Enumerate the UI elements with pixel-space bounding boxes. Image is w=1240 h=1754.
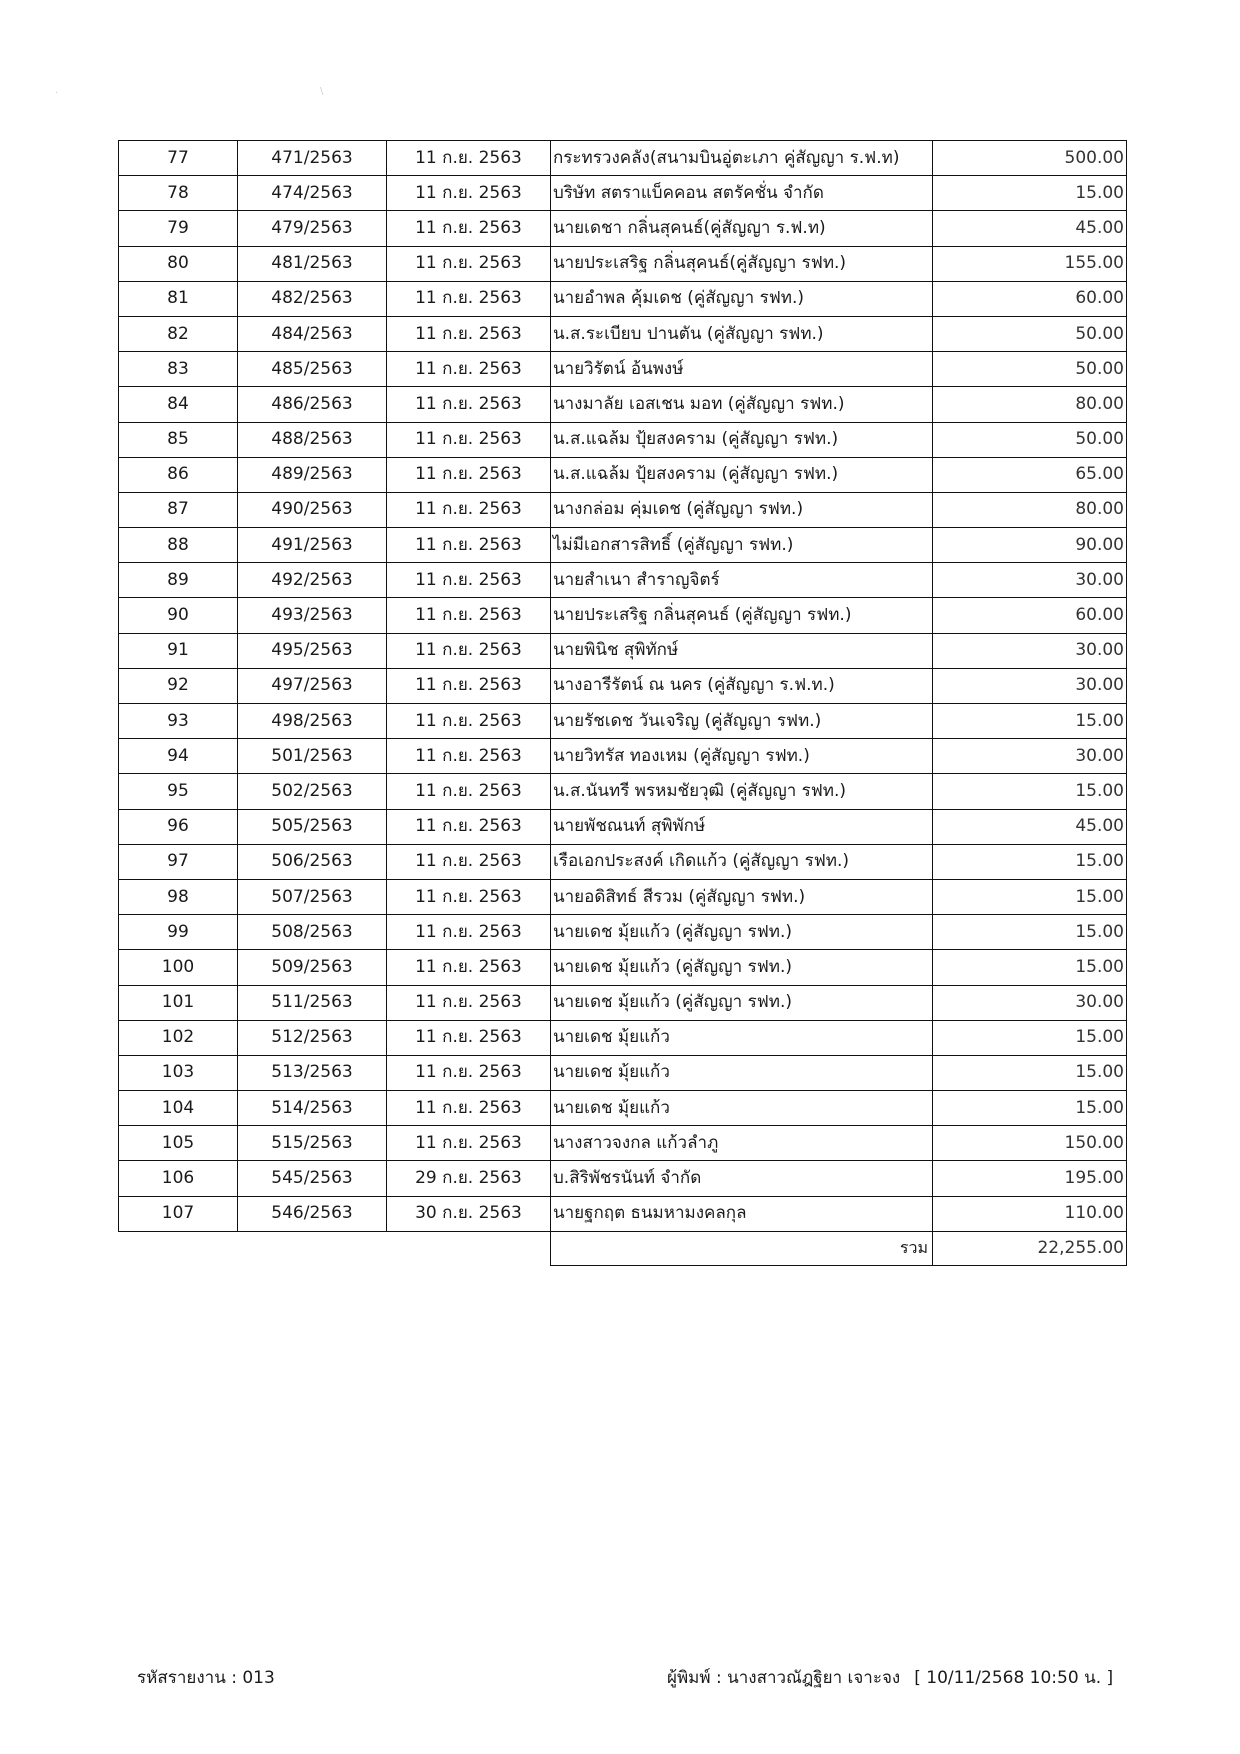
- payer-name-cell: น.ส.นันทรี พรหมชัยวุฒิ (คู่สัญญา รฟท.): [551, 774, 933, 809]
- table-row: [119, 1196, 1127, 1231]
- amount-cell: 30.00: [933, 563, 1127, 598]
- row-number-cell: 90: [119, 598, 238, 633]
- amount-cell: 15.00: [933, 950, 1127, 985]
- payer-name-cell: น.ส.ระเบียบ ปานตัน (คู่สัญญา รฟท.): [551, 316, 933, 351]
- table-row: [119, 809, 1127, 844]
- date-cell: 11 ก.ย. 2563: [387, 739, 551, 774]
- document-number-cell: 482/2563: [238, 281, 387, 316]
- document-number-cell: 489/2563: [238, 457, 387, 492]
- date-cell: 11 ก.ย. 2563: [387, 141, 551, 176]
- document-number-cell: 491/2563: [238, 528, 387, 563]
- row-number-cell: 89: [119, 563, 238, 598]
- document-number-cell: 486/2563: [238, 387, 387, 422]
- payer-name-cell: นายวิทรัส ทองเหม (คู่สัญญา รฟท.): [551, 739, 933, 774]
- table-row: [119, 211, 1127, 246]
- table-row: [119, 985, 1127, 1020]
- amount-cell: 65.00: [933, 457, 1127, 492]
- payer-name-cell: นายเดช มุ้ยแก้ว (คู่สัญญา รฟท.): [551, 950, 933, 985]
- payer-name-cell: นายเดช มุ้ยแก้ว: [551, 1055, 933, 1090]
- payer-name-cell: ไม่มีเอกสารสิทธิ์ (คู่สัญญา รฟท.): [551, 528, 933, 563]
- document-number-cell: 497/2563: [238, 668, 387, 703]
- date-cell: 11 ก.ย. 2563: [387, 668, 551, 703]
- row-number-cell: 105: [119, 1126, 238, 1161]
- date-cell: 11 ก.ย. 2563: [387, 387, 551, 422]
- row-number-cell: 85: [119, 422, 238, 457]
- payer-name-cell: บ.สิริพัชรนันท์ จำกัด: [551, 1161, 933, 1196]
- total-row-spacer: [119, 1231, 551, 1265]
- payer-name-cell: นายเดช มุ้ยแก้ว: [551, 1020, 933, 1055]
- row-number-cell: 78: [119, 176, 238, 211]
- row-number-cell: 88: [119, 528, 238, 563]
- row-number-cell: 98: [119, 879, 238, 914]
- printer-info: [667, 1664, 1113, 1691]
- document-number-cell: 508/2563: [238, 915, 387, 950]
- document-number-cell: 512/2563: [238, 1020, 387, 1055]
- date-cell: 11 ก.ย. 2563: [387, 704, 551, 739]
- date-cell: 11 ก.ย. 2563: [387, 211, 551, 246]
- payer-name-cell: นายเดช มุ้ยแก้ว: [551, 1091, 933, 1126]
- payer-name-cell: น.ส.แฉล้ม ปุ้ยสงคราม (คู่สัญญา รฟท.): [551, 457, 933, 492]
- table-row: [119, 141, 1127, 176]
- row-number-cell: 103: [119, 1055, 238, 1090]
- date-cell: 11 ก.ย. 2563: [387, 985, 551, 1020]
- amount-cell: 45.00: [933, 809, 1127, 844]
- payer-name-cell: น.ส.แฉล้ม ปุ้ยสงคราม (คู่สัญญา รฟท.): [551, 422, 933, 457]
- payer-name-cell: นายรัชเดช วันเจริญ (คู่สัญญา รฟท.): [551, 704, 933, 739]
- payer-name-cell: กระทรวงคลัง(สนามบินอู่ตะเภา คู่สัญญา ร.ฟ.ท): [551, 141, 933, 176]
- table-row: [119, 528, 1127, 563]
- table-row: [119, 457, 1127, 492]
- table-row: [119, 281, 1127, 316]
- amount-cell: 50.00: [933, 422, 1127, 457]
- table-row: [119, 915, 1127, 950]
- payer-name-cell: นายประเสริฐ กลิ่นสุคนธ์(คู่สัญญา รฟท.): [551, 246, 933, 281]
- date-cell: 11 ก.ย. 2563: [387, 633, 551, 668]
- amount-cell: 15.00: [933, 1091, 1127, 1126]
- amount-cell: 60.00: [933, 598, 1127, 633]
- amount-cell: 15.00: [933, 704, 1127, 739]
- date-cell: 11 ก.ย. 2563: [387, 598, 551, 633]
- row-number-cell: 101: [119, 985, 238, 1020]
- payer-name-cell: นางสาวจงกล แก้วลำภู: [551, 1126, 933, 1161]
- payer-name-cell: บริษัท สตราแบ็คคอน สตรัคชั่น จำกัด: [551, 176, 933, 211]
- table-row: [119, 668, 1127, 703]
- date-cell: 11 ก.ย. 2563: [387, 774, 551, 809]
- payer-name-cell: เรือเอกประสงค์ เกิดแก้ว (คู่สัญญา รฟท.): [551, 844, 933, 879]
- date-cell: 30 ก.ย. 2563: [387, 1196, 551, 1231]
- payer-name-cell: นางกล่อม คุ่มเดช (คู่สัญญา รฟท.): [551, 492, 933, 527]
- amount-cell: 15.00: [933, 1020, 1127, 1055]
- table-row: [119, 387, 1127, 422]
- document-number-cell: 546/2563: [238, 1196, 387, 1231]
- amount-cell: 90.00: [933, 528, 1127, 563]
- document-number-cell: 514/2563: [238, 1091, 387, 1126]
- amount-cell: 30.00: [933, 633, 1127, 668]
- row-number-cell: 102: [119, 1020, 238, 1055]
- scan-artifact: ·: [55, 88, 59, 99]
- document-number-cell: 492/2563: [238, 563, 387, 598]
- date-cell: 11 ก.ย. 2563: [387, 281, 551, 316]
- document-number-cell: 484/2563: [238, 316, 387, 351]
- date-cell: 11 ก.ย. 2563: [387, 1126, 551, 1161]
- row-number-cell: 80: [119, 246, 238, 281]
- row-number-cell: 104: [119, 1091, 238, 1126]
- document-number-cell: 485/2563: [238, 352, 387, 387]
- total-row: [119, 1231, 1127, 1265]
- scan-artifact: \: [320, 86, 324, 97]
- ledger-body: [119, 141, 1127, 1266]
- payer-name-cell: นายเดช มุ้ยแก้ว (คู่สัญญา รฟท.): [551, 985, 933, 1020]
- total-amount: 22,255.00: [933, 1231, 1127, 1265]
- payer-name-cell: นายประเสริฐ กลิ่นสุคนธ์ (คู่สัญญา รฟท.): [551, 598, 933, 633]
- amount-cell: 60.00: [933, 281, 1127, 316]
- table-row: [119, 774, 1127, 809]
- payer-name-cell: นางมาลัย เอสเชน มอท (คู่สัญญา รฟท.): [551, 387, 933, 422]
- payer-name-cell: นายอดิสิทธ์ สีรวม (คู่สัญญา รฟท.): [551, 879, 933, 914]
- row-number-cell: 99: [119, 915, 238, 950]
- row-number-cell: 77: [119, 141, 238, 176]
- table-row: [119, 316, 1127, 351]
- document-number-cell: 493/2563: [238, 598, 387, 633]
- report-code: รหัสรายงาน : 013: [137, 1668, 275, 1688]
- row-number-cell: 83: [119, 352, 238, 387]
- date-cell: 11 ก.ย. 2563: [387, 1091, 551, 1126]
- row-number-cell: 94: [119, 739, 238, 774]
- document-number-cell: 498/2563: [238, 704, 387, 739]
- document-number-cell: 505/2563: [238, 809, 387, 844]
- document-number-cell: 507/2563: [238, 879, 387, 914]
- row-number-cell: 79: [119, 211, 238, 246]
- document-number-cell: 488/2563: [238, 422, 387, 457]
- table-row: [119, 704, 1127, 739]
- total-label: รวม: [551, 1231, 933, 1265]
- amount-cell: 15.00: [933, 844, 1127, 879]
- date-cell: 11 ก.ย. 2563: [387, 316, 551, 351]
- table-row: [119, 1055, 1127, 1090]
- date-cell: 11 ก.ย. 2563: [387, 176, 551, 211]
- amount-cell: 30.00: [933, 985, 1127, 1020]
- row-number-cell: 93: [119, 704, 238, 739]
- table-row: [119, 176, 1127, 211]
- row-number-cell: 86: [119, 457, 238, 492]
- table-row: [119, 352, 1127, 387]
- row-number-cell: 91: [119, 633, 238, 668]
- table-row: [119, 950, 1127, 985]
- table-row: [119, 1091, 1127, 1126]
- table-row: [119, 879, 1127, 914]
- date-cell: 11 ก.ย. 2563: [387, 809, 551, 844]
- amount-cell: 50.00: [933, 316, 1127, 351]
- date-cell: 11 ก.ย. 2563: [387, 879, 551, 914]
- date-cell: 11 ก.ย. 2563: [387, 492, 551, 527]
- amount-cell: 80.00: [933, 492, 1127, 527]
- amount-cell: 500.00: [933, 141, 1127, 176]
- payer-name-cell: นายสำเนา สำราญจิตร์: [551, 563, 933, 598]
- row-number-cell: 107: [119, 1196, 238, 1231]
- date-cell: 11 ก.ย. 2563: [387, 950, 551, 985]
- table-row: [119, 492, 1127, 527]
- payer-name-cell: นางอารีรัตน์ ณ นคร (คู่สัญญา ร.ฟ.ท.): [551, 668, 933, 703]
- document-number-cell: 471/2563: [238, 141, 387, 176]
- amount-cell: 80.00: [933, 387, 1127, 422]
- date-cell: 11 ก.ย. 2563: [387, 352, 551, 387]
- amount-cell: 15.00: [933, 879, 1127, 914]
- date-cell: 11 ก.ย. 2563: [387, 528, 551, 563]
- table-row: [119, 1126, 1127, 1161]
- document-number-cell: 490/2563: [238, 492, 387, 527]
- date-cell: 11 ก.ย. 2563: [387, 1020, 551, 1055]
- row-number-cell: 97: [119, 844, 238, 879]
- amount-cell: 110.00: [933, 1196, 1127, 1231]
- payer-name-cell: นายเดชา กลิ่นสุคนธ์(คู่สัญญา ร.ฟ.ท): [551, 211, 933, 246]
- amount-cell: 45.00: [933, 211, 1127, 246]
- row-number-cell: 82: [119, 316, 238, 351]
- document-number-cell: 479/2563: [238, 211, 387, 246]
- date-cell: 11 ก.ย. 2563: [387, 1055, 551, 1090]
- table-row: [119, 563, 1127, 598]
- payer-name-cell: นายพัชณนท์ สุพิพักษ์: [551, 809, 933, 844]
- document-number-cell: 481/2563: [238, 246, 387, 281]
- amount-cell: 15.00: [933, 774, 1127, 809]
- row-number-cell: 106: [119, 1161, 238, 1196]
- document-number-cell: 495/2563: [238, 633, 387, 668]
- document-number-cell: 513/2563: [238, 1055, 387, 1090]
- printed-by: ผู้พิมพ์ : นางสาวณัฎฐิยา เจาะจง: [667, 1668, 901, 1688]
- row-number-cell: 92: [119, 668, 238, 703]
- payer-name-cell: นายพินิช สุพิทักษ์: [551, 633, 933, 668]
- amount-cell: 15.00: [933, 915, 1127, 950]
- document-number-cell: 515/2563: [238, 1126, 387, 1161]
- date-cell: 29 ก.ย. 2563: [387, 1161, 551, 1196]
- row-number-cell: 87: [119, 492, 238, 527]
- print-timestamp: [ 10/11/2568 10:50 น. ]: [914, 1668, 1114, 1688]
- document-number-cell: 506/2563: [238, 844, 387, 879]
- date-cell: 11 ก.ย. 2563: [387, 246, 551, 281]
- date-cell: 11 ก.ย. 2563: [387, 844, 551, 879]
- table-row: [119, 422, 1127, 457]
- amount-cell: 15.00: [933, 176, 1127, 211]
- table-row: [119, 1020, 1127, 1055]
- table-row: [119, 246, 1127, 281]
- table-row: [119, 739, 1127, 774]
- date-cell: 11 ก.ย. 2563: [387, 422, 551, 457]
- document-number-cell: 509/2563: [238, 950, 387, 985]
- row-number-cell: 81: [119, 281, 238, 316]
- document-number-cell: 502/2563: [238, 774, 387, 809]
- payment-ledger-table: [118, 140, 1127, 1266]
- payer-name-cell: นายฐกฤต ธนมหามงคลกุล: [551, 1196, 933, 1231]
- payer-name-cell: นายเดช มุ้ยแก้ว (คู่สัญญา รฟท.): [551, 915, 933, 950]
- document-number-cell: 501/2563: [238, 739, 387, 774]
- payer-name-cell: นายอำพล คุ้มเดช (คู่สัญญา รฟท.): [551, 281, 933, 316]
- payer-name-cell: นายวิรัตน์ อ้นพงษ์: [551, 352, 933, 387]
- row-number-cell: 84: [119, 387, 238, 422]
- amount-cell: 30.00: [933, 739, 1127, 774]
- amount-cell: 155.00: [933, 246, 1127, 281]
- amount-cell: 15.00: [933, 1055, 1127, 1090]
- date-cell: 11 ก.ย. 2563: [387, 457, 551, 492]
- table-row: [119, 844, 1127, 879]
- row-number-cell: 96: [119, 809, 238, 844]
- table-row: [119, 598, 1127, 633]
- amount-cell: 30.00: [933, 668, 1127, 703]
- table-row: [119, 1161, 1127, 1196]
- date-cell: 11 ก.ย. 2563: [387, 563, 551, 598]
- amount-cell: 150.00: [933, 1126, 1127, 1161]
- document-number-cell: 511/2563: [238, 985, 387, 1020]
- table-row: [119, 633, 1127, 668]
- row-number-cell: 100: [119, 950, 238, 985]
- document-number-cell: 474/2563: [238, 176, 387, 211]
- document-number-cell: 545/2563: [238, 1161, 387, 1196]
- date-cell: 11 ก.ย. 2563: [387, 915, 551, 950]
- row-number-cell: 95: [119, 774, 238, 809]
- amount-cell: 195.00: [933, 1161, 1127, 1196]
- amount-cell: 50.00: [933, 352, 1127, 387]
